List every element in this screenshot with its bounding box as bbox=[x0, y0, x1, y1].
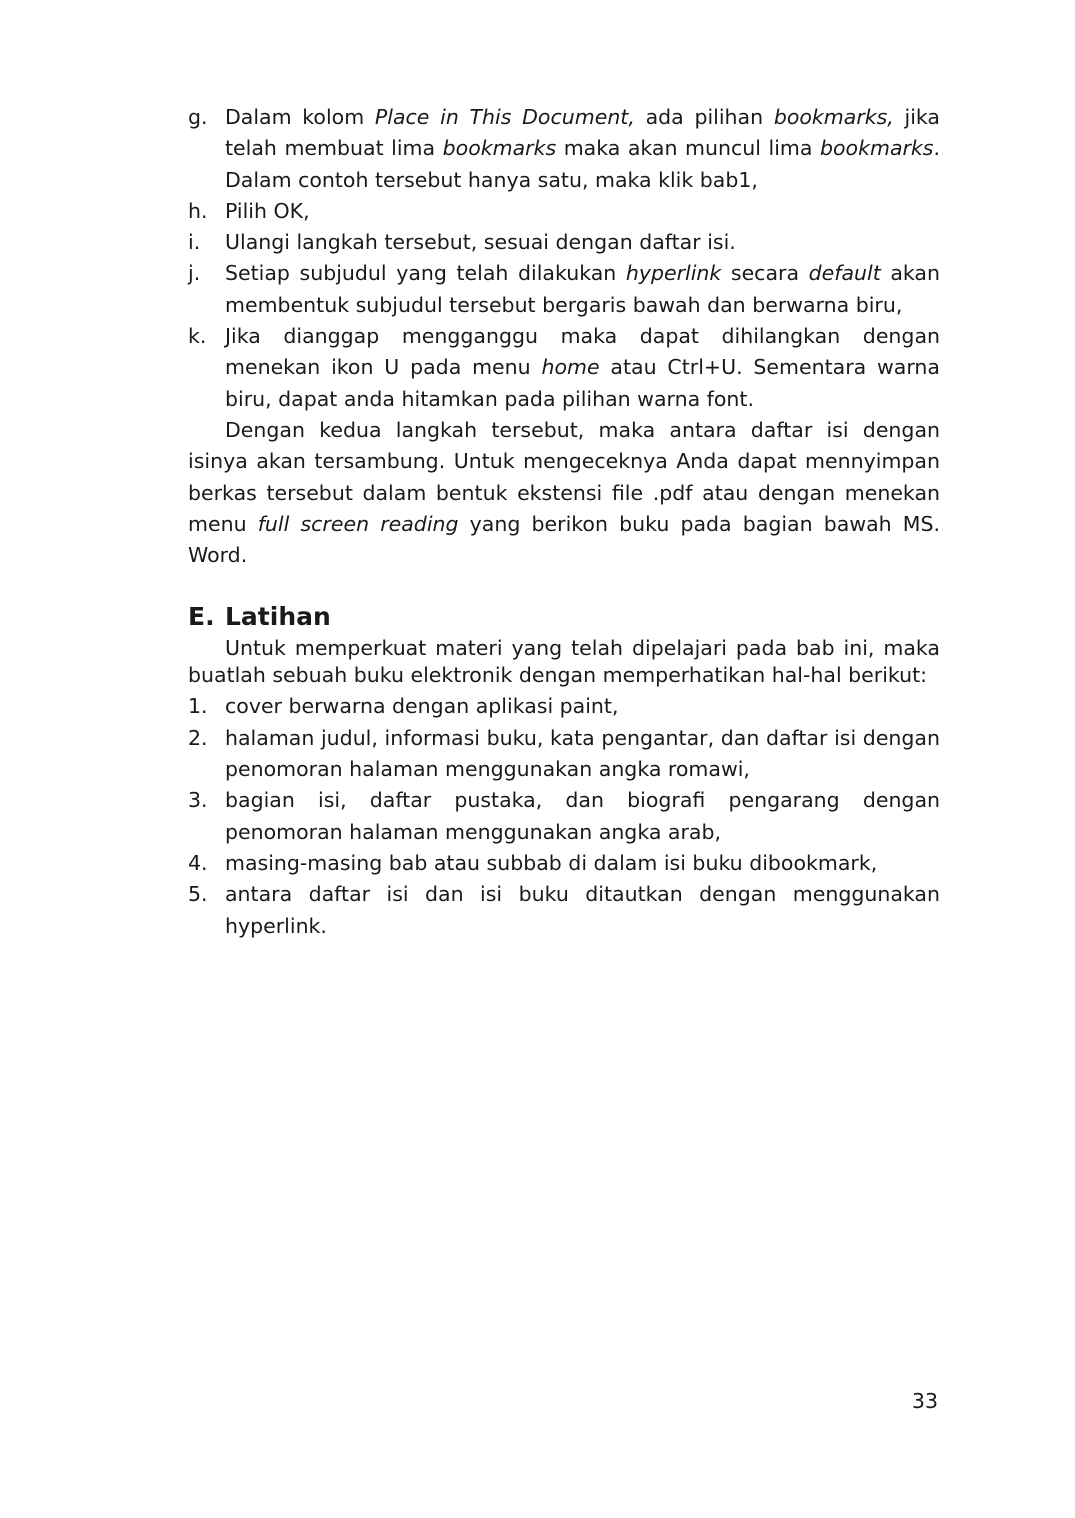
list-text: halaman judul, informasi buku, kata pengantar, dan daftar isi dengan penomoran halaman menggunakan angka romawi, bbox=[225, 725, 940, 782]
list-text: masing-masing bab atau subbab di dalam isi buku dibookmark, bbox=[225, 850, 878, 875]
list-item-j bbox=[188, 258, 940, 321]
section-heading bbox=[188, 601, 940, 633]
list-text: Ulangi langkah tersebut, sesuai dengan daftar isi. bbox=[225, 230, 736, 255]
section-marker: E. bbox=[188, 602, 215, 632]
page-number: 33 bbox=[911, 1389, 938, 1413]
list-marker: 5. bbox=[188, 882, 208, 907]
list-item-i bbox=[188, 227, 940, 258]
list-text: antara daftar isi dan isi buku ditautkan dengan menggunakan hyperlink. bbox=[225, 882, 940, 938]
list-marker: k. bbox=[188, 324, 207, 349]
section-title: Latihan bbox=[225, 602, 331, 632]
list-text: cover berwarna dengan aplikasi paint, bbox=[225, 694, 619, 719]
page-content bbox=[188, 102, 940, 942]
list-marker: 4. bbox=[188, 850, 208, 875]
list-text: Dalam kolom Place in This Document, ada pilihan bookmarks, jika telah membuat lima bookmarks maka akan muncul lima bookmarks. Dalam contoh tersebut hanya satu, maka klik bab1, bbox=[225, 105, 941, 192]
list-text: bagian isi, daftar pustaka, dan biografi pengarang dengan penomoran halaman menggunakan angka arab, bbox=[225, 788, 940, 844]
list-text: Pilih OK, bbox=[225, 198, 310, 223]
list-marker: h. bbox=[188, 198, 208, 223]
list-item-g bbox=[188, 102, 940, 196]
list-item bbox=[188, 723, 940, 786]
list-marker: 1. bbox=[188, 694, 208, 719]
list-item-h bbox=[188, 196, 940, 227]
list-text: Jika dianggap mengganggu maka dapat dihilangkan dengan menekan ikon U pada menu home atau Ctrl+U. Sementara warna biru, dapat anda hitamkan pada pilihan warna font. bbox=[225, 324, 940, 411]
list-item bbox=[188, 879, 940, 942]
list-marker: i. bbox=[188, 230, 201, 255]
closing-paragraph: Dengan kedua langkah tersebut, maka antara daftar isi dengan isinya akan tersambung. Untuk mengeceknya Anda dapat mennyimpan berkas tersebut dalam bentuk ekstensi file .pdf atau dengan menekan menu full screen reading yang berikon buku pada bagian bawah MS. Word. bbox=[188, 417, 941, 568]
list-item bbox=[188, 691, 940, 722]
list-marker: j. bbox=[188, 261, 201, 286]
list-marker: 3. bbox=[188, 788, 208, 813]
list-item-k bbox=[188, 321, 940, 415]
list-marker: 2. bbox=[188, 725, 208, 750]
list-text: Setiap subjudul yang telah dilakukan hyperlink secara default akan membentuk subjudul tersebut bergaris bawah dan berwarna biru, bbox=[225, 261, 940, 317]
list-marker: g. bbox=[188, 105, 208, 129]
list-item bbox=[188, 785, 940, 848]
exercise-list bbox=[188, 691, 940, 941]
section-intro: Untuk memperkuat materi yang telah dipelajari pada bab ini, maka buatlah sebuah buku elektronik dengan memperhatikan hal-hal berikut: bbox=[188, 636, 940, 688]
list-item bbox=[188, 848, 940, 879]
